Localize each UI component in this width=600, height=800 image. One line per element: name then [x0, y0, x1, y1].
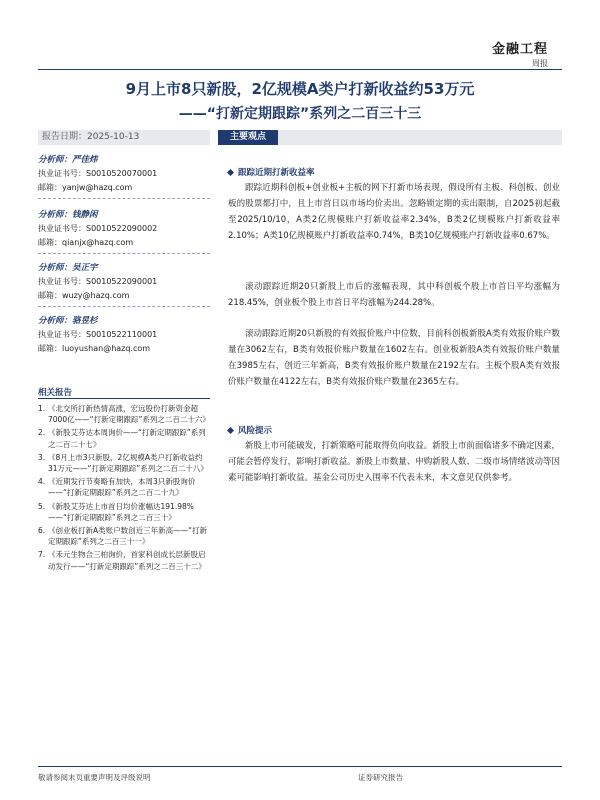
analyst-block	[38, 153, 210, 199]
related-report-item[interactable]: 7. 《禾元生物合三柏询价，首家科创成长层新股启动发行——“打新定期跟踪”系列之二百三十二》	[38, 550, 206, 571]
analyst-block	[38, 208, 210, 254]
body-paragraph: 滚动跟踪近期20只新股的有效报价账户中位数，目前科创板新股A类有效报价账户数量在3062左右，B类有效报价账户数量在1602左右。创业板新股A类有效报价账户数量在3985左右，创近三年新高，B类有效报价账户数量在2192左右。主板个股A类有效报价账户数量在4122左右，B类有效报价账户数量在2365左右。	[228, 329, 560, 387]
body-paragraph: 新股上市可能破发，打新策略可能取得负向收益。新股上市前面临诸多不确定因素，可能会暂停发行，影响打新收益。新股上市数量、申购新股人数、二级市场情绪波动等因素可能影响打新收益。基金公司历史入围率不代表未来，本文意见仅供参考。	[228, 441, 560, 483]
diamond-bullet-icon	[227, 426, 234, 433]
analyst-license: 执业证书号：S0010520070001	[38, 169, 158, 178]
divider	[38, 198, 210, 199]
divider	[38, 253, 210, 254]
page-title: 9月上市8只新股，2亿规模A类户打新收益约53万元	[125, 80, 475, 98]
related-reports-title: 相关报告	[38, 388, 73, 398]
analyst-email: 邮箱：luoyushan@hazq.com	[38, 344, 151, 353]
footer-disclaimer: 敬请参阅末页重要声明及评级说明	[38, 773, 151, 782]
footer-divider	[38, 766, 562, 767]
page-subtitle: ——“打新定期跟踪”系列之二百三十三	[178, 106, 422, 122]
header-divider	[38, 69, 562, 70]
related-report-item[interactable]: 4. 《近期发行节奏略有加快，本周3只新股询价——“打新定期跟踪”系列之二百二十九》	[38, 477, 196, 498]
related-report-item[interactable]: 2. 《新股艾芬达本周询价——“打新定期跟踪”系列之二百二十七》	[38, 428, 206, 449]
analyst-name: 分析师：钱静闲	[38, 210, 98, 220]
related-reports-list	[38, 403, 210, 574]
analyst-email: 邮箱：yanjw@hazq.com	[38, 183, 133, 192]
body-paragraph: 滚动跟踪近期20只新股上市后的涨幅表现，其中科创板个股上市首日平均涨幅为218.45%，创业板个股上市首日平均涨幅为244.28%。	[228, 282, 560, 308]
section-heading-risk: 风险提示	[228, 424, 272, 436]
divider	[38, 306, 210, 307]
section-heading-tracking: 跟踪近期打新收益率	[228, 166, 315, 178]
related-report-item[interactable]: 6. 《创业板打新A类账户数创近三年新高——“打新定期跟踪”系列之二百三十一》	[38, 526, 208, 547]
footer-report-label: 证券研究报告	[358, 773, 403, 782]
analyst-name: 分析师：严佳炜	[38, 155, 98, 165]
header-report-type: 周报	[532, 59, 548, 68]
related-reports-divider	[38, 398, 210, 399]
analyst-block	[38, 314, 210, 356]
body-paragraph: 跟踪近期科创板+创业板+主板的网下打新市场表现，假设所有主板、科创板、创业板的股票都打中，且上市首日以市场均价卖出。忽略锁定期的卖出限制，自2025初起截至2025/10/10，A类2亿规模账户打新收益率2.34%，B类2亿规模账户打新收益率2.10%；A类10亿规模账户打新收益率0.74%，B类10亿规模账户打新收益率0.67%。	[228, 183, 560, 241]
related-report-item[interactable]: 5. 《新股艾芬达上市首日均价涨幅达191.98%——“打新定期跟踪”系列之二百三十》	[38, 501, 194, 522]
header-brand: 金融工程	[491, 42, 548, 57]
related-report-item[interactable]: 1. 《北交所打新热情高涨，宏远股份打新资金超7000亿——“打新定期跟踪”系列之二百二十六》	[38, 404, 210, 425]
section-label: 主要观点	[218, 130, 278, 145]
analyst-license: 执业证书号：S0010522090002	[38, 224, 158, 233]
analyst-email: 邮箱：wuzy@hazq.com	[38, 291, 130, 300]
analyst-name: 分析师：骆昱杉	[38, 316, 98, 326]
analyst-name: 分析师：吴正宇	[38, 263, 98, 273]
report-date: 报告日期：2025-10-13	[38, 130, 210, 145]
related-report-item[interactable]: 3. 《8月上市3只新股，2亿规模A类户打新收益约31万元——“打新定期跟踪”系列之二百二十八》	[38, 452, 208, 474]
analyst-email: 邮箱：qianjx@hazq.com	[38, 238, 134, 247]
analyst-license: 执业证书号：S0010522090001	[38, 277, 158, 286]
diamond-bullet-icon	[227, 168, 234, 175]
analyst-block	[38, 261, 210, 307]
section-bar	[218, 130, 562, 145]
analyst-license: 执业证书号：S0010522110001	[38, 330, 158, 339]
